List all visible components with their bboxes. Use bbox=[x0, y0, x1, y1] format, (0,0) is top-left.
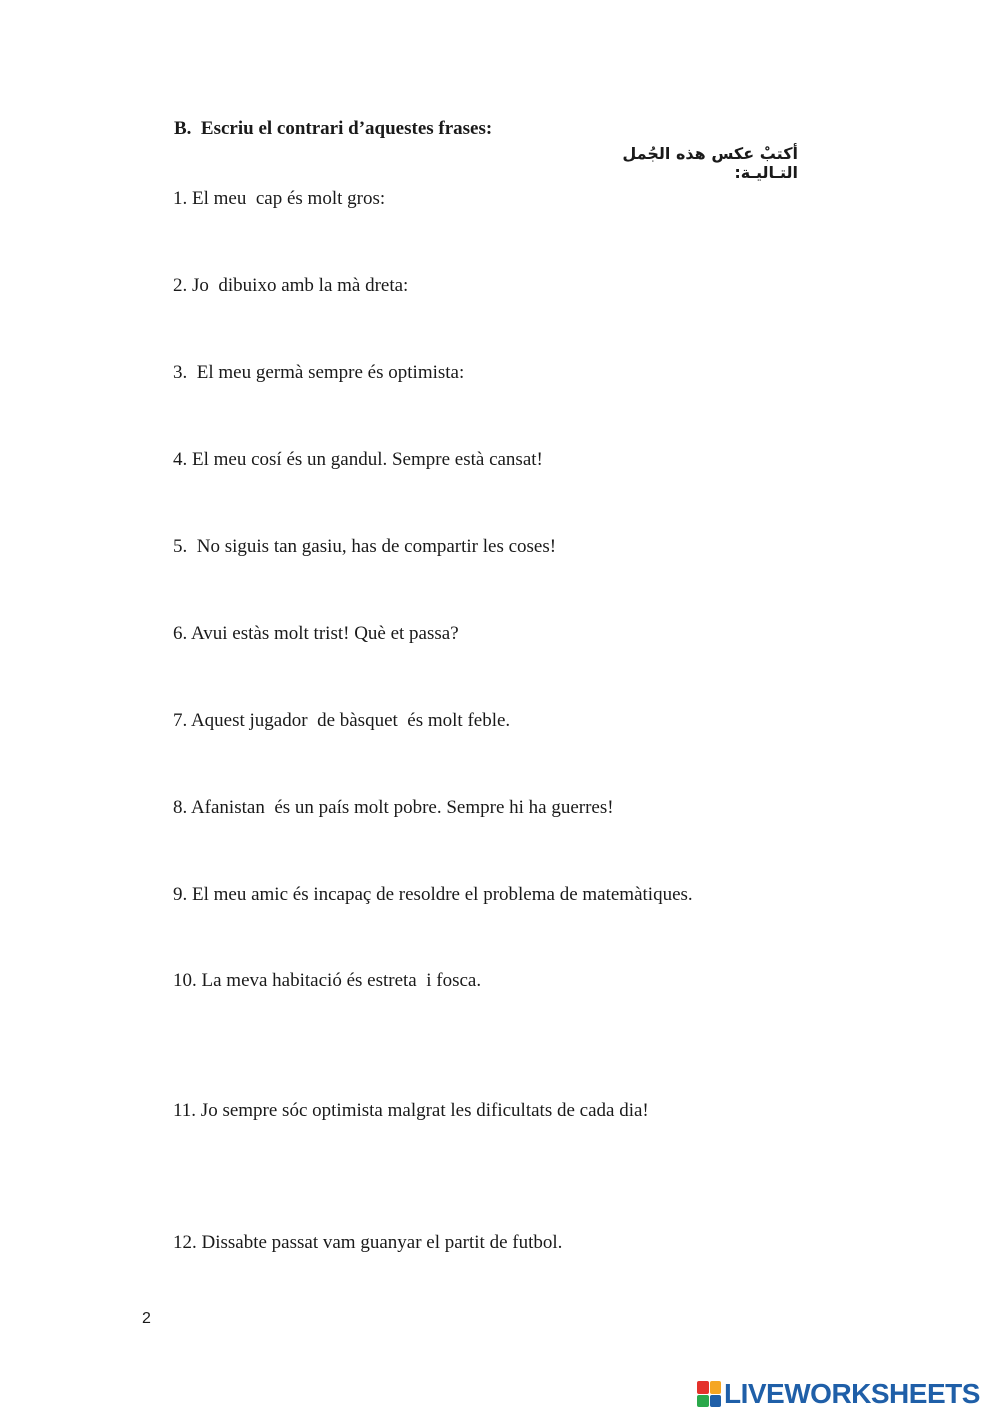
sentence-12: 12. Dissabte passat vam guanyar el partit de futbol. bbox=[173, 1232, 563, 1253]
sentence-10: 10. La meva habitació és estreta i fosca. bbox=[173, 970, 482, 991]
logo-square-blue bbox=[710, 1395, 722, 1408]
sentence-11: 11. Jo sempre sóc optimista malgrat les dificultats de cada dia! bbox=[173, 1100, 649, 1121]
sentence-2: 2. Jo dibuixo amb la mà dreta: bbox=[173, 275, 409, 296]
brand-name: LIVEWORKSHEETS bbox=[724, 1378, 980, 1409]
liveworksheets-brand bbox=[697, 1378, 980, 1410]
sentence-1: 1. El meu cap és molt gros: bbox=[173, 188, 386, 209]
page-number: 2 bbox=[142, 1310, 151, 1327]
sentence-9: 9. El meu amic és incapaç de resoldre el problema de matemàtiques. bbox=[173, 884, 693, 905]
sentence-6: 6. Avui estàs molt trist! Què et passa? bbox=[173, 623, 459, 644]
sentence-4: 4. El meu cosí és un gandul. Sempre està cansat! bbox=[173, 449, 543, 470]
sentence-3: 3. El meu germà sempre és optimista: bbox=[173, 362, 465, 383]
sentence-5: 5. No siguis tan gasiu, has de compartir les coses! bbox=[173, 536, 557, 557]
logo-square-orange bbox=[710, 1381, 722, 1394]
arabic-instruction: أكتبْ عكس هذه الجُمل التـاليـة: bbox=[622, 144, 798, 182]
logo-square-red bbox=[697, 1381, 709, 1394]
liveworksheets-logo-icon bbox=[697, 1381, 721, 1407]
sentence-8: 8. Afanistan és un país molt pobre. Sempre hi ha guerres! bbox=[173, 797, 614, 818]
logo-square-green bbox=[697, 1395, 709, 1408]
exercise-heading: B. Escriu el contrari d’aquestes frases: bbox=[174, 118, 493, 139]
sentence-7: 7. Aquest jugador de bàsquet és molt feble. bbox=[173, 710, 511, 731]
